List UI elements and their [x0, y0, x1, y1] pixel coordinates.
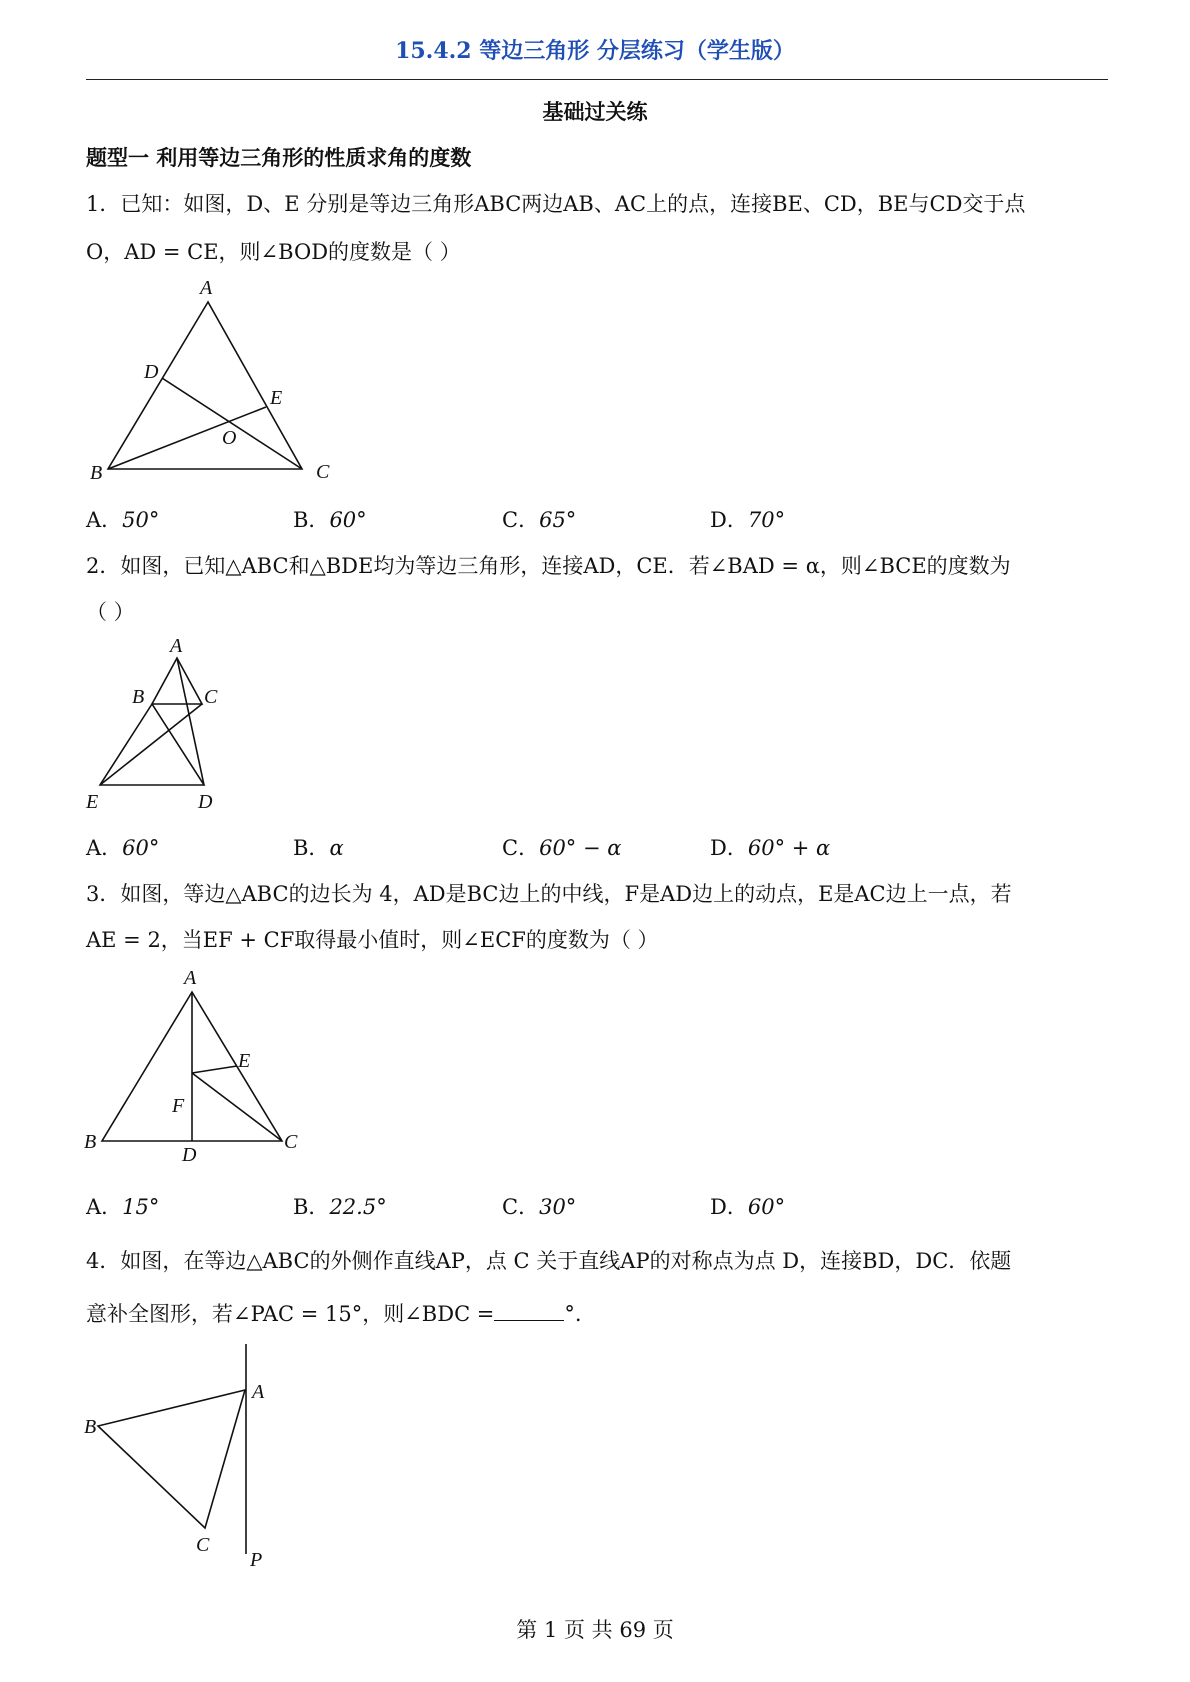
q3-option-b[interactable]: B．22.5° — [293, 1195, 387, 1219]
q1-figure — [80, 272, 360, 487]
q4-label-a: A — [252, 1381, 265, 1403]
q2-label-a: A — [170, 635, 183, 657]
q1-label-a: A — [200, 277, 213, 299]
q3-label-e: E — [238, 1050, 251, 1072]
q4-text-line1: 4．如图，在等边△ABC的外侧作直线AP，点 C 关于直线AP的对称点为点 D，连接BD，DC．依题 — [86, 1249, 1012, 1273]
q1-text-line1: 1．已知：如图，D、E 分别是等边三角形ABC两边AB、AC上的点，连接BE、CD，BE与CD交于点 — [86, 192, 1026, 216]
section-title: 基础过关练 — [542, 99, 648, 124]
q1-option-a[interactable]: A．50° — [86, 508, 160, 532]
q4-label-p: P — [250, 1549, 263, 1571]
q3-option-d[interactable]: D．60° — [710, 1195, 786, 1219]
q3-label-d: D — [182, 1144, 197, 1166]
q4-label-b: B — [84, 1416, 97, 1438]
document-title: 15.4.2 等边三角形 分层练习（学生版） — [395, 38, 795, 64]
q1-label-b: B — [90, 462, 103, 484]
q3-option-c[interactable]: C．30° — [502, 1195, 577, 1219]
q2-label-e: E — [86, 791, 99, 813]
q3-label-b: B — [84, 1131, 97, 1153]
q1-option-d[interactable]: D．70° — [710, 508, 786, 532]
q2-text-line2: （ ） — [86, 600, 135, 624]
q2-option-d[interactable]: D．60° + α — [710, 836, 831, 860]
q3-text-line2: AE = 2，当EF + CF取得最小值时，则∠ECF的度数为（ ） — [86, 928, 659, 952]
q1-option-c[interactable]: C．65° — [502, 508, 577, 532]
q3-label-c: C — [284, 1131, 298, 1153]
q1-option-b[interactable]: B．60° — [293, 508, 367, 532]
q4-answer-blank[interactable] — [494, 1302, 564, 1321]
q2-option-c[interactable]: C．60° − α — [502, 836, 622, 860]
q2-figure — [80, 632, 280, 817]
q3-label-f: F — [172, 1095, 185, 1117]
q4-figure — [80, 1336, 300, 1576]
q4-label-c: C — [196, 1534, 210, 1556]
q2-label-c: C — [204, 686, 218, 708]
q1-label-c: C — [316, 461, 330, 483]
q1-label-d: D — [144, 361, 159, 383]
question-type-heading: 题型一 利用等边三角形的性质求角的度数 — [86, 145, 472, 170]
q1-label-e: E — [270, 387, 283, 409]
page-number: 第 1 页 共 69 页 — [516, 1618, 674, 1642]
q2-text-line1: 2．如图，已知△ABC和△BDE均为等边三角形，连接AD，CE．若∠BAD = α，则∠BCE的度数为 — [86, 554, 1011, 578]
header-divider — [86, 79, 1108, 80]
q1-text-line2: O，AD = CE，则∠BOD的度数是（ ） — [86, 240, 461, 264]
q4-text-line2: 意补全图形，若∠PAC = 15°，则∠BDC = °. — [86, 1302, 582, 1326]
q2-option-b[interactable]: B．α — [293, 836, 344, 860]
q1-label-o: O — [222, 427, 237, 449]
q3-label-a: A — [184, 967, 197, 989]
q2-label-d: D — [198, 791, 213, 813]
q3-text-line1: 3．如图，等边△ABC的边长为 4，AD是BC边上的中线，F是AD边上的动点，E是AC边上一点，若 — [86, 882, 1012, 906]
q2-option-a[interactable]: A．60° — [86, 836, 160, 860]
q3-figure — [80, 962, 320, 1167]
q2-label-b: B — [132, 686, 145, 708]
q3-option-a[interactable]: A．15° — [86, 1195, 160, 1219]
